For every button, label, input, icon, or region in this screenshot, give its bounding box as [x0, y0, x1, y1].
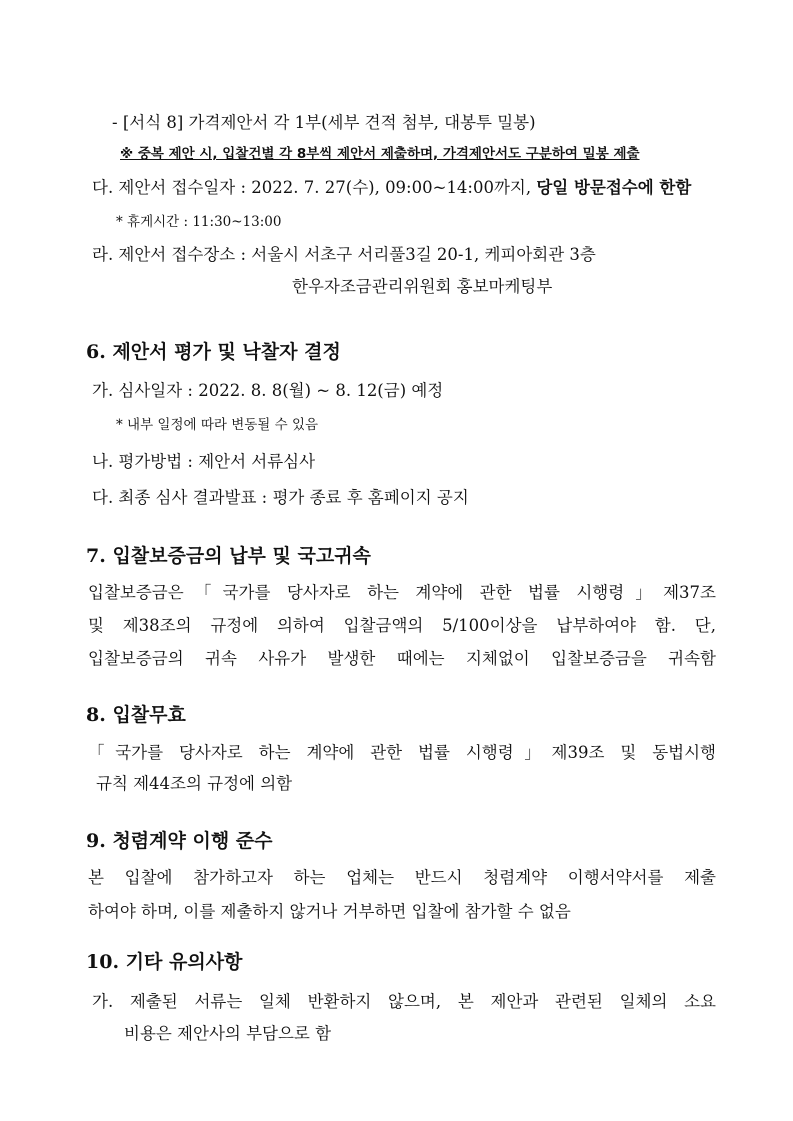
submission-date-text: 다. 제안서 접수일자 : 2022. 7. 27(수), 09:00~14:00까지,	[92, 178, 537, 197]
section6-title: 6. 제안서 평가 및 낙찰자 결정	[86, 341, 341, 363]
evaluation-method-item: 나. 평가방법 : 제안서 서류심사	[92, 452, 316, 471]
form8-item: - [서식 8] 가격제안서 각 1부(세부 견적 첨부, 대봉투 밀봉)	[112, 113, 536, 132]
section8-line1: 「국가를 당사자로 하는 계약에 관한 법률 시행령」제39조 및 동법시행	[88, 743, 716, 762]
final-result-item: 다. 최종 심사 결과발표 : 평가 종료 후 홈페이지 공지	[92, 488, 469, 507]
submission-date-bold: 당일 방문접수에 한함	[536, 178, 692, 197]
section10-item-line1: 가. 제출된 서류는 일체 반환하지 않으며, 본 제안과 관련된 일체의 소요	[92, 992, 716, 1011]
section7-line2: 및 제38조의 규정에 의하여 입찰금액의 5/100이상을 납부하여야 함. 단,	[88, 616, 716, 635]
section8-title: 8. 입찰무효	[86, 704, 186, 726]
submission-date-item	[92, 177, 691, 199]
section10-title: 10. 기타 유의사항	[86, 951, 243, 973]
section7-title: 7. 입찰보증금의 납부 및 국고귀속	[86, 545, 371, 567]
break-time-note: * 휴게시간 : 11:30~13:00	[116, 214, 282, 230]
submission-place-line2: 한우자조금관리위원회 홍보마케팅부	[292, 277, 553, 296]
submission-place-line1: 라. 제안서 접수장소 : 서울시 서초구 서리풀3길 20-1, 케피아회관 3층	[92, 245, 596, 264]
section8-line2: 규칙 제44조의 규정에 의함	[96, 774, 293, 793]
section9-line1: 본 입찰에 참가하고자 하는 업체는 반드시 청렴계약 이행서약서를 제출	[88, 868, 716, 887]
section9-title: 9. 청렴계약 이행 준수	[86, 830, 273, 852]
review-date-note: * 내부 일정에 따라 변동될 수 있음	[116, 417, 319, 433]
section9-line2: 하여야 하며, 이를 제출하지 않거나 거부하면 입찰에 참가할 수 없음	[88, 902, 571, 921]
section7-line1: 입찰보증금은「국가를 당사자로 하는 계약에 관한 법률 시행령」제37조	[88, 583, 716, 602]
review-date-item: 가. 심사일자 : 2022. 8. 8(월) ~ 8. 12(금) 예정	[92, 381, 444, 400]
section7-line3: 입찰보증금의 귀속 사유가 발생한 때에는 지체없이 입찰보증금을 귀속함	[88, 649, 716, 668]
section10-item-line2: 비용은 제안사의 부담으로 함	[124, 1024, 332, 1043]
duplicate-notice: ※ 중복 제안 시, 입찰건별 각 8부씩 제안서 제출하며, 가격제안서도 구분하여 밀봉 제출	[120, 146, 640, 162]
